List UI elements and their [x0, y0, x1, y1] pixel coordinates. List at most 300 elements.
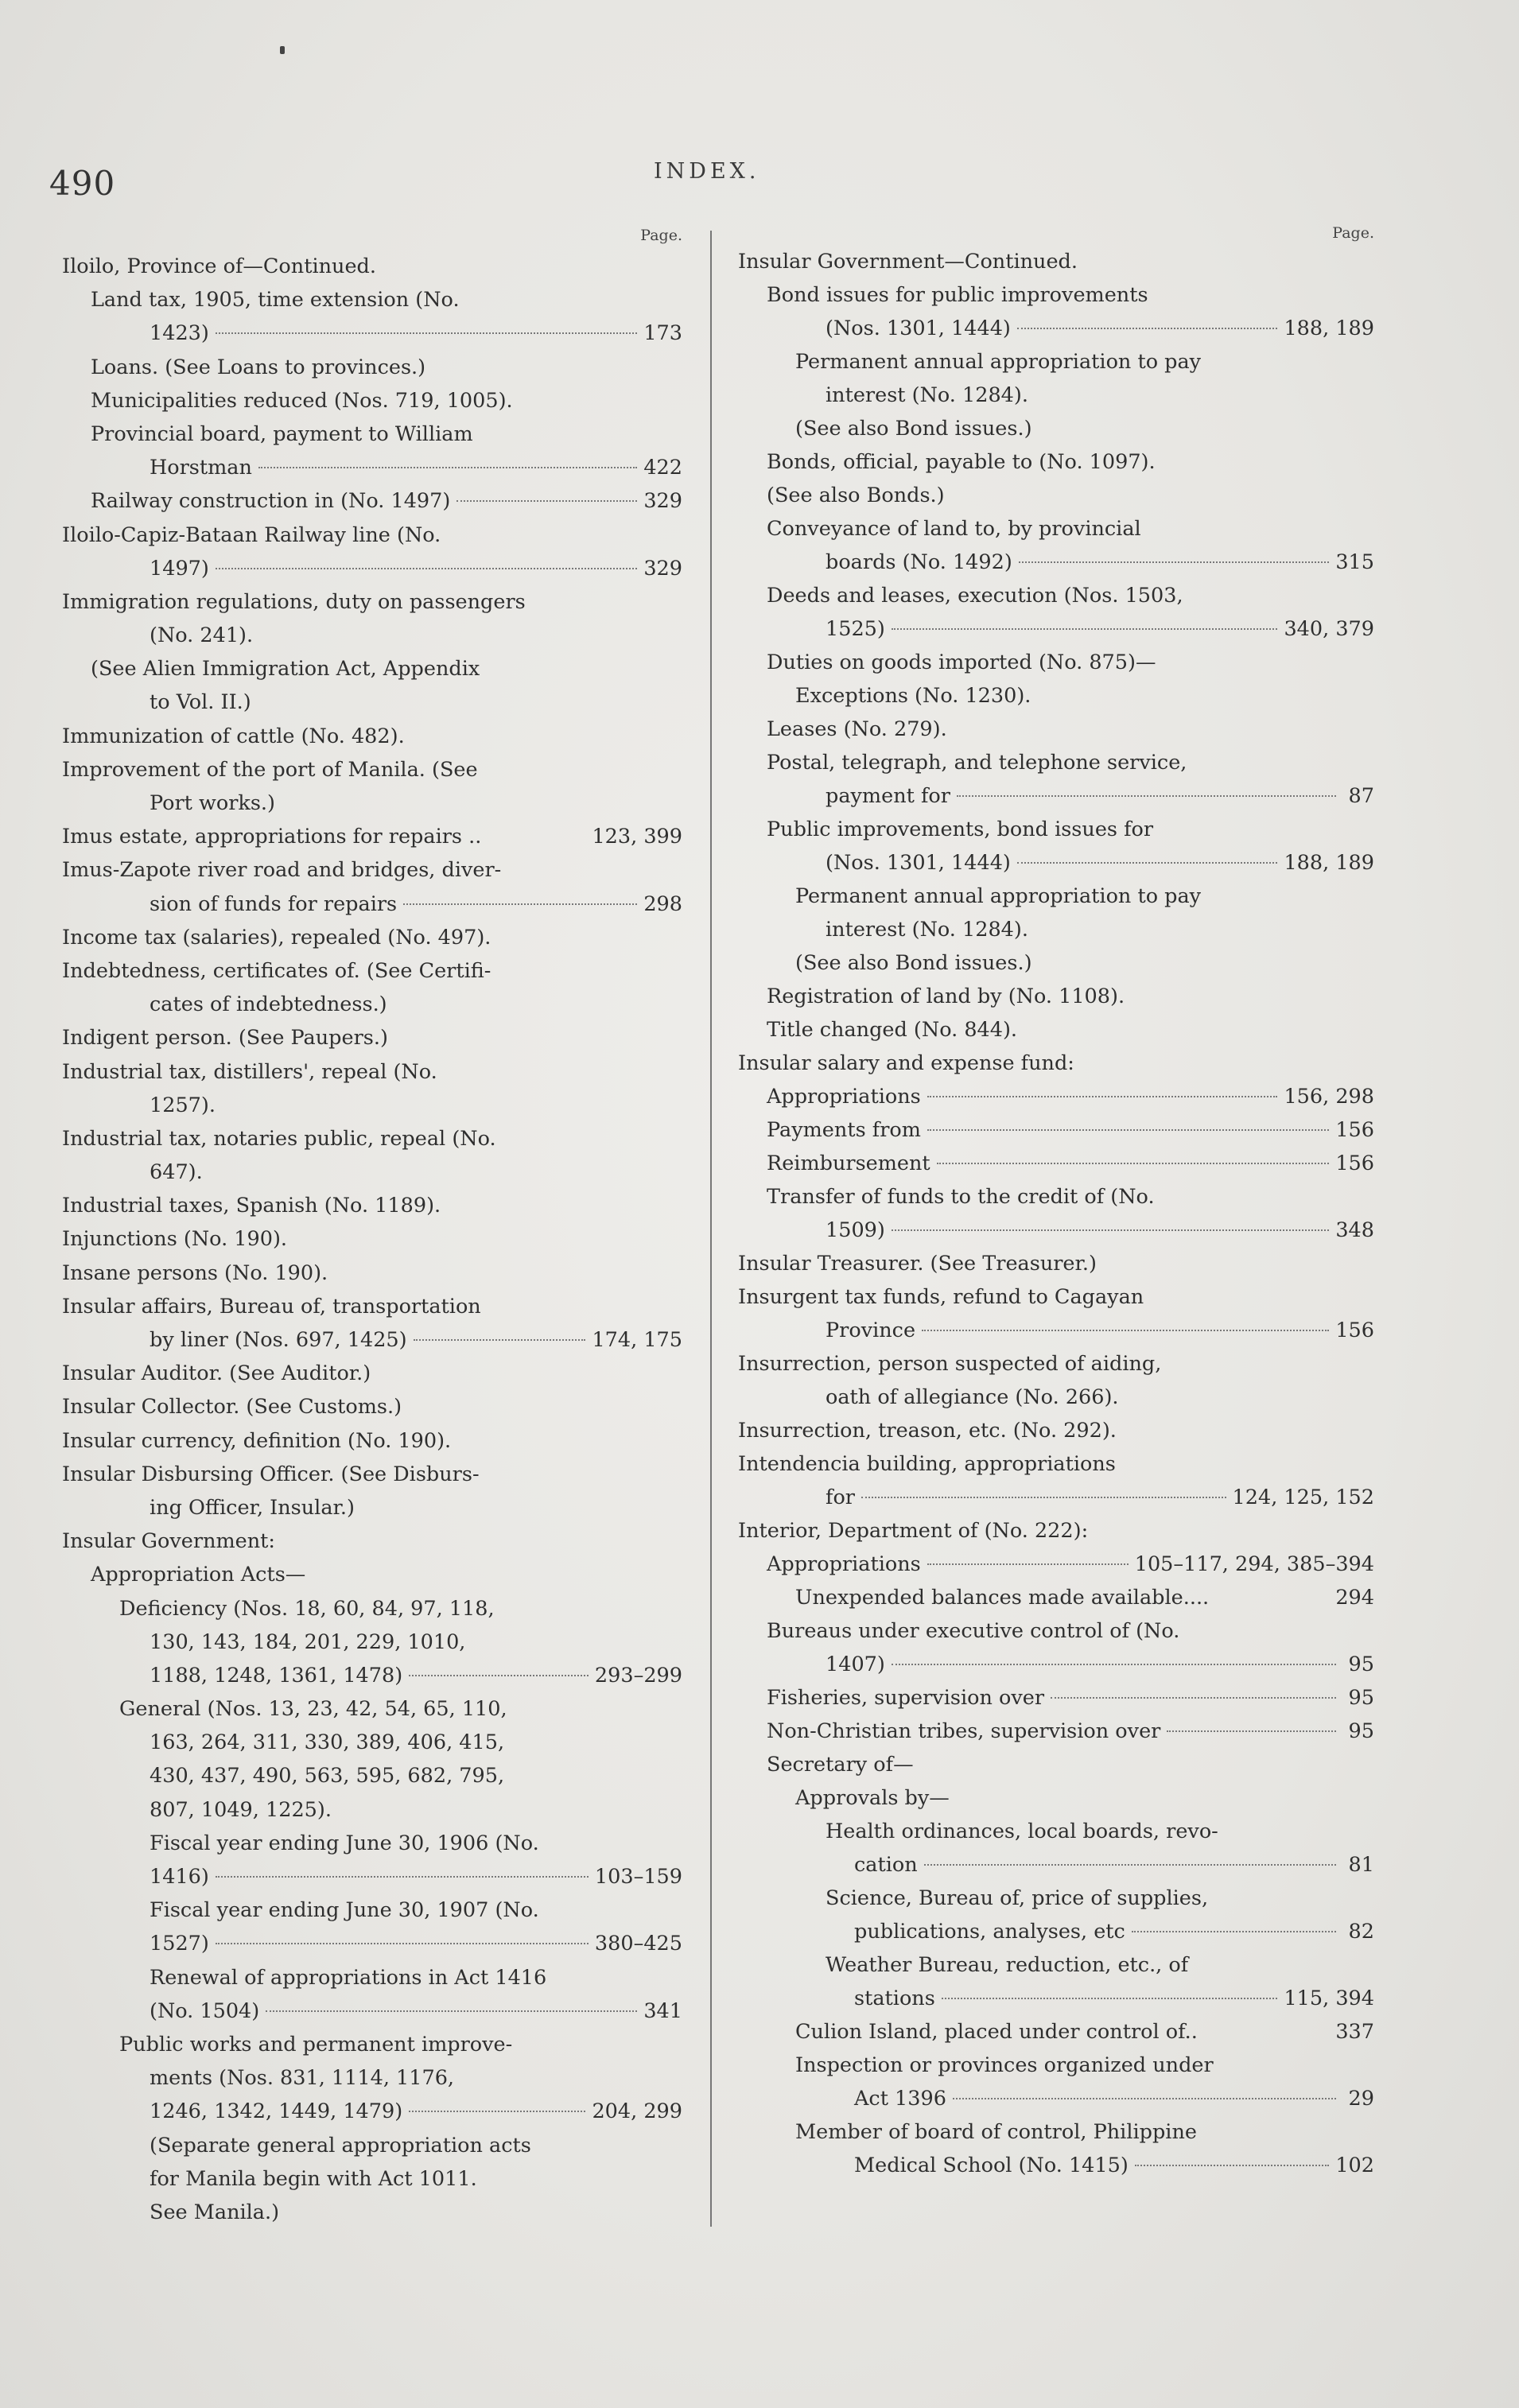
- leader-dots: [1017, 862, 1278, 864]
- entry-text: Insurrection, treason, etc. (No. 292).: [738, 1419, 1117, 1443]
- entry-text: Postal, telegraph, and telephone service,: [767, 751, 1187, 775]
- index-entry: [738, 2115, 1374, 2149]
- entry-text: 130, 143, 184, 201, 229, 1010,: [150, 1629, 466, 1654]
- index-entry: [62, 1927, 682, 1960]
- leader-dots: [1132, 1931, 1336, 1932]
- index-entry: [738, 1080, 1374, 1113]
- index-entry: [738, 612, 1374, 646]
- page-reference: 293–299: [594, 1663, 682, 1688]
- page-reference: 124, 125, 152: [1232, 1486, 1374, 1509]
- entry-text: Insurgent tax funds, refund to Cagayan: [738, 1285, 1144, 1309]
- leader-dots: [892, 1664, 1336, 1665]
- index-entry: [738, 1047, 1374, 1080]
- leader-dots: [216, 568, 637, 569]
- page-reference: 174, 175: [592, 1328, 682, 1352]
- leader-dots: [861, 1497, 1226, 1498]
- page-reference: 156, 298: [1284, 1085, 1374, 1109]
- entry-text: Appropriations: [767, 1552, 921, 1576]
- index-entry: [62, 753, 682, 786]
- index-entry: [738, 1848, 1374, 1882]
- entry-text: 1416): [150, 1865, 209, 1889]
- entry-text: Health ordinances, local boards, revo-: [826, 1820, 1218, 1843]
- entry-text: ing Officer, Insular.): [150, 1495, 355, 1520]
- entry-text: Deficiency (Nos. 18, 60, 84, 97, 118,: [119, 1596, 495, 1621]
- entry-text: Insular Auditor. (See Auditor.): [62, 1361, 371, 1386]
- entry-text: Imus estate, appropriations for repairs ..: [62, 825, 482, 849]
- index-entry: [62, 1726, 682, 1759]
- index-entry: [62, 484, 682, 518]
- index-entry: [738, 913, 1374, 946]
- index-entry: [738, 2082, 1374, 2115]
- index-entry: [738, 1815, 1374, 1848]
- entry-text: Payments from: [767, 1118, 921, 1142]
- index-entry: [62, 1290, 682, 1323]
- index-entry: [738, 1481, 1374, 1514]
- index-entry: [62, 1860, 682, 1893]
- leader-dots: [409, 1675, 589, 1676]
- index-entry: [62, 283, 682, 317]
- page-column-label: Page.: [1332, 224, 1374, 242]
- index-entry: [62, 1625, 682, 1659]
- index-entry: [738, 1781, 1374, 1815]
- leader-dots: [1204, 2031, 1329, 2033]
- entry-text: 647).: [150, 1160, 203, 1185]
- entry-text: Industrial tax, distillers', repeal (No.: [62, 1059, 437, 1084]
- index-entry: [62, 1089, 682, 1122]
- leader-dots: [927, 1129, 1329, 1131]
- index-entry: [62, 786, 682, 820]
- entry-text: 1407): [826, 1653, 885, 1676]
- index-entry: [62, 1323, 682, 1357]
- entry-text: (No. 241).: [150, 623, 254, 648]
- entry-text: Insular Government—Continued.: [738, 250, 1078, 274]
- page-reference: 82: [1348, 1920, 1374, 1944]
- index-entry: [738, 880, 1374, 913]
- index-entry: [62, 351, 682, 384]
- entry-text: stations: [854, 1987, 935, 2010]
- entry-text: Improvement of the port of Manila. (See: [62, 757, 478, 782]
- entry-text: Secretary of—: [767, 1753, 914, 1777]
- index-entry: [738, 1013, 1374, 1047]
- entry-text: Insular affairs, Bureau of, transportation: [62, 1294, 481, 1319]
- leader-dots: [258, 467, 637, 468]
- index-entry: [738, 646, 1374, 679]
- index-entry: [62, 451, 682, 484]
- entry-text: cation: [854, 1853, 918, 1877]
- entry-text: Weather Bureau, reduction, etc., of: [826, 1953, 1189, 1977]
- entry-text: 1188, 1248, 1361, 1478): [150, 1663, 403, 1688]
- entry-text: Culion Island, placed under control of..: [795, 2020, 1198, 2044]
- leader-dots: [456, 500, 637, 502]
- entry-text: Insurrection, person suspected of aiding,: [738, 1352, 1162, 1376]
- index-entry: [62, 652, 682, 686]
- index-entry: [738, 846, 1374, 880]
- index-entry: [738, 1548, 1374, 1581]
- index-entry: [62, 2129, 682, 2162]
- index-entry: [738, 1681, 1374, 1715]
- index-entry: [738, 1347, 1374, 1381]
- index-entry: [738, 1314, 1374, 1347]
- index-entry: [738, 1180, 1374, 1214]
- leader-dots: [488, 836, 585, 837]
- entry-text: (See also Bond issues.): [795, 417, 1032, 441]
- index-entry: [738, 1514, 1374, 1548]
- index-entry: [62, 1390, 682, 1423]
- index-entry: [738, 713, 1374, 746]
- running-head: INDEX.: [654, 159, 760, 184]
- leader-dots: [953, 2098, 1336, 2099]
- page-reference: 315: [1335, 550, 1374, 574]
- entry-text: 1509): [826, 1218, 885, 1242]
- entry-text: Public works and permanent improve-: [119, 2032, 513, 2057]
- page-reference: 348: [1335, 1218, 1374, 1242]
- leader-dots: [937, 1163, 1330, 1164]
- leader-dots: [922, 1330, 1329, 1331]
- entry-text: (Nos. 1301, 1444): [826, 851, 1011, 875]
- page-reference: 29: [1348, 2087, 1374, 2111]
- entry-text: Iloilo, Province of—Continued.: [62, 254, 376, 278]
- index-entry: [62, 1256, 682, 1290]
- entry-text: 430, 437, 490, 563, 595, 682, 795,: [150, 1764, 505, 1789]
- entry-text: (See Alien Immigration Act, Appendix: [91, 657, 480, 682]
- index-entry: [62, 1424, 682, 1458]
- page-reference: 329: [643, 489, 682, 514]
- index-entry: [62, 1524, 682, 1558]
- entry-text: Immigration regulations, duty on passengers: [62, 589, 526, 614]
- entry-text: payment for: [826, 784, 950, 808]
- leader-dots: [216, 332, 637, 334]
- index-entry: [62, 2061, 682, 2095]
- entry-text: General (Nos. 13, 23, 42, 54, 65, 110,: [119, 1697, 507, 1722]
- index-entry: [738, 278, 1374, 312]
- index-entry: [738, 1214, 1374, 1247]
- page-reference: 204, 299: [592, 2099, 682, 2124]
- page-reference: 294: [1335, 1586, 1374, 1610]
- leader-dots: [414, 1339, 586, 1341]
- entry-text: Bond issues for public improvements: [767, 283, 1148, 307]
- index-entry: [738, 546, 1374, 579]
- page-reference: 95: [1348, 1653, 1374, 1676]
- entry-text: (See also Bond issues.): [795, 951, 1032, 975]
- left-index-column: [62, 221, 682, 2229]
- index-entry: [738, 2049, 1374, 2082]
- index-entry: [738, 980, 1374, 1013]
- entry-text: interest (No. 1284).: [826, 918, 1028, 942]
- entry-text: Title changed (No. 844).: [767, 1018, 1018, 1042]
- leader-dots: [942, 1998, 1278, 1999]
- entry-text: by liner (Nos. 697, 1425): [150, 1328, 407, 1352]
- entry-text: ments (Nos. 831, 1114, 1176,: [150, 2066, 455, 2091]
- entry-text: for Manila begin with Act 1011.: [150, 2166, 477, 2191]
- entry-text: Science, Bureau of, price of supplies,: [826, 1886, 1209, 1910]
- entry-text: 163, 264, 311, 330, 389, 406, 415,: [150, 1730, 505, 1755]
- page-reference: 380–425: [594, 1932, 682, 1956]
- page-reference: 337: [1335, 2020, 1374, 2044]
- page-reference: 156: [1335, 1152, 1374, 1175]
- page-reference: 173: [643, 321, 682, 346]
- page-reference: 156: [1335, 1319, 1374, 1342]
- entry-text: Leases (No. 279).: [767, 717, 947, 741]
- index-entry: [62, 1793, 682, 1827]
- index-entry: [62, 1491, 682, 1524]
- page-reference: 95: [1348, 1719, 1374, 1743]
- leader-dots: [892, 628, 1278, 630]
- index-entry: [62, 552, 682, 585]
- leader-dots: [1215, 1597, 1329, 1598]
- index-entry: [62, 2162, 682, 2196]
- entry-text: Non-Christian tribes, supervision over: [767, 1719, 1161, 1743]
- entry-text: sion of funds for repairs: [150, 891, 398, 916]
- index-entry: [62, 988, 682, 1021]
- entry-text: Iloilo-Capiz-Bataan Railway line (No.: [62, 522, 441, 547]
- index-entry: [738, 1915, 1374, 1948]
- entry-text: 807, 1049, 1225).: [150, 1797, 332, 1822]
- index-entry: [62, 2196, 682, 2229]
- right-index-column: [738, 221, 1374, 2182]
- page-number: 490: [49, 164, 116, 203]
- index-entry: [738, 1113, 1374, 1147]
- page-reference: 103–159: [594, 1865, 682, 1889]
- index-entry: [62, 1994, 682, 2028]
- entry-text: Industrial tax, notaries public, repeal (No.: [62, 1126, 496, 1151]
- index-entry: [62, 1357, 682, 1390]
- entry-text: Act 1396: [854, 2087, 946, 2111]
- index-entry: [738, 1648, 1374, 1681]
- entry-text: 1257).: [150, 1093, 216, 1117]
- entry-text: Immunization of cattle (No. 482).: [62, 724, 405, 748]
- entry-text: Member of board of control, Philippine: [795, 2120, 1197, 2144]
- entry-text: Inspection or provinces organized under: [795, 2053, 1214, 2077]
- entry-text: Province: [826, 1319, 916, 1342]
- entry-text: Insular currency, definition (No. 190).: [62, 1428, 452, 1453]
- index-entry: [738, 779, 1374, 813]
- entry-text: Renewal of appropriations in Act 1416: [150, 1965, 547, 1990]
- entry-text: Railway construction in (No. 1497): [91, 489, 451, 514]
- page-reference: 341: [643, 1998, 682, 2023]
- index-entry: [62, 1827, 682, 1860]
- entry-text: 1423): [150, 321, 209, 346]
- entry-text: Imus-Zapote river road and bridges, diver-: [62, 858, 502, 883]
- entry-text: Reimbursement: [767, 1152, 930, 1175]
- page-reference: 298: [643, 891, 682, 916]
- entry-text: Exceptions (No. 1230).: [795, 684, 1031, 708]
- entry-text: Transfer of funds to the credit of (No.: [767, 1185, 1155, 1209]
- entry-text: boards (No. 1492): [826, 550, 1012, 574]
- index-entry: [62, 1055, 682, 1089]
- entry-text: Appropriation Acts—: [91, 1563, 306, 1587]
- page-reference: 81: [1348, 1853, 1374, 1877]
- index-entry: [62, 1893, 682, 1927]
- index-entry: [62, 518, 682, 552]
- leader-dots: [266, 2010, 637, 2012]
- index-entry: [62, 619, 682, 652]
- page-reference: 188, 189: [1284, 317, 1374, 340]
- entry-text: Insular Treasurer. (See Treasurer.): [738, 1252, 1097, 1276]
- index-entry: [62, 585, 682, 619]
- entry-text: Indebtedness, certificates of. (See Certifi-: [62, 958, 491, 983]
- index-entry: [62, 1222, 682, 1256]
- index-entry: [738, 746, 1374, 779]
- entry-text: Registration of land by (No. 1108).: [767, 985, 1125, 1008]
- index-entry: [738, 1982, 1374, 2015]
- leader-dots: [892, 1229, 1329, 1231]
- entry-text: Indigent person. (See Paupers.): [62, 1026, 388, 1051]
- entry-text: Municipalities reduced (Nos. 719, 1005).: [91, 388, 513, 413]
- entry-text: for: [826, 1486, 855, 1509]
- index-entry: [62, 1189, 682, 1222]
- entry-text: to Vol. II.): [150, 690, 251, 715]
- index-entry: [62, 317, 682, 350]
- index-entry: [62, 384, 682, 418]
- page-reference: 188, 189: [1284, 851, 1374, 875]
- index-entry: [738, 1614, 1374, 1648]
- entry-text: Fiscal year ending June 30, 1906 (No.: [150, 1831, 539, 1855]
- index-entry: [62, 1659, 682, 1692]
- index-entry: [738, 1882, 1374, 1915]
- page-column-label: Page.: [640, 227, 682, 244]
- entry-text: Permanent annual appropriation to pay: [795, 350, 1202, 374]
- index-entry: [738, 1447, 1374, 1481]
- entry-text: Duties on goods imported (No. 875)—: [767, 651, 1156, 674]
- index-entry: [738, 946, 1374, 980]
- leader-dots: [216, 1943, 589, 1944]
- index-entry: [738, 345, 1374, 379]
- index-entry: [738, 512, 1374, 546]
- index-entry: [62, 418, 682, 451]
- entry-text: Medical School (No. 1415): [854, 2154, 1129, 2177]
- entry-text: Land tax, 1905, time extension (No.: [91, 288, 460, 313]
- entry-text: oath of allegiance (No. 266).: [826, 1385, 1119, 1409]
- index-entry: [62, 686, 682, 719]
- entry-text: 1497): [150, 556, 209, 581]
- index-entry: [738, 1748, 1374, 1781]
- index-entry: [62, 1592, 682, 1625]
- entry-text: Horstman: [150, 456, 252, 480]
- index-entry: [62, 1558, 682, 1591]
- entry-text: 1246, 1342, 1449, 1479): [150, 2099, 403, 2124]
- entry-text: publications, analyses, etc: [854, 1920, 1125, 1944]
- entry-text: cates of indebtedness.): [150, 992, 387, 1017]
- index-entry: [62, 887, 682, 921]
- index-entry: [62, 1759, 682, 1792]
- entry-text: Fisheries, supervision over: [767, 1686, 1045, 1710]
- page-reference: 87: [1348, 784, 1374, 808]
- index-entry: [738, 2015, 1374, 2049]
- entry-text: Injunctions (No. 190).: [62, 1227, 288, 1252]
- leader-dots: [403, 903, 637, 905]
- entry-text: (Nos. 1301, 1444): [826, 317, 1011, 340]
- entry-text: Intendencia building, appropriations: [738, 1452, 1116, 1476]
- leader-dots: [1017, 328, 1278, 329]
- index-entry: [62, 720, 682, 753]
- leader-dots: [927, 1096, 1278, 1097]
- index-entry: [738, 1247, 1374, 1280]
- page-reference: 422: [643, 456, 682, 480]
- entry-text: Income tax (salaries), repealed (No. 497).: [62, 925, 491, 950]
- entry-text: Approvals by—: [795, 1786, 950, 1810]
- index-entry: [62, 1458, 682, 1491]
- index-entry: [738, 1381, 1374, 1414]
- leader-dots: [957, 795, 1336, 797]
- page-reference: 95: [1348, 1686, 1374, 1710]
- entry-text: (See also Bonds.): [767, 484, 945, 507]
- index-entry: [62, 1961, 682, 1994]
- entry-text: Insular salary and expense fund:: [738, 1051, 1074, 1075]
- index-entry: [738, 1581, 1374, 1614]
- entry-text: Interior, Department of (No. 222):: [738, 1519, 1089, 1543]
- entry-text: Deeds and leases, execution (Nos. 1503,: [767, 584, 1183, 608]
- entry-text: Insane persons (No. 190).: [62, 1260, 328, 1285]
- index-entry: [62, 2095, 682, 2128]
- index-entry: [62, 853, 682, 887]
- index-entry: [738, 245, 1374, 278]
- entry-text: interest (No. 1284).: [826, 383, 1028, 407]
- index-entry: [62, 1155, 682, 1189]
- leader-dots: [924, 1864, 1336, 1866]
- index-entry: [738, 2149, 1374, 2182]
- entry-text: Public improvements, bond issues for: [767, 818, 1154, 841]
- index-entry: [738, 379, 1374, 412]
- index-entry: [738, 445, 1374, 479]
- entry-text: Industrial taxes, Spanish (No. 1189).: [62, 1194, 441, 1218]
- entry-text: (Separate general appropriation acts: [150, 2133, 531, 2157]
- index-entry: [62, 2028, 682, 2061]
- leader-dots: [1167, 1730, 1336, 1732]
- index-entry: [62, 1692, 682, 1726]
- entry-text: Insular Government:: [62, 1529, 276, 1554]
- leader-dots: [1019, 561, 1330, 563]
- entry-text: (No. 1504): [150, 1998, 260, 2023]
- index-entry: [62, 1122, 682, 1155]
- page-reference: 340, 379: [1284, 617, 1374, 641]
- leader-dots: [1135, 2165, 1330, 2166]
- ink-mark: [280, 46, 285, 54]
- index-entry: [738, 312, 1374, 345]
- leader-dots: [216, 1876, 589, 1878]
- leader-dots: [409, 2111, 585, 2112]
- entry-text: Permanent annual appropriation to pay: [795, 884, 1202, 908]
- entry-text: Insular Disbursing Officer. (See Disburs-: [62, 1462, 480, 1486]
- page-reference: 156: [1335, 1118, 1374, 1142]
- entry-text: Port works.): [150, 791, 275, 815]
- page-reference: 102: [1335, 2154, 1374, 2177]
- index-entry: [738, 579, 1374, 612]
- index-entry: [62, 954, 682, 988]
- entry-text: 1525): [826, 617, 885, 641]
- index-entry: [738, 1280, 1374, 1314]
- index-entry: [738, 679, 1374, 713]
- entry-text: Bureaus under executive control of (No.: [767, 1619, 1180, 1643]
- index-entry: [62, 250, 682, 283]
- leader-dots: [927, 1563, 1129, 1565]
- entry-text: Insular Collector. (See Customs.): [62, 1395, 402, 1420]
- entry-text: Fiscal year ending June 30, 1907 (No.: [150, 1898, 539, 1923]
- entry-text: Unexpended balances made available....: [795, 1586, 1210, 1610]
- entry-text: Bonds, official, payable to (No. 1097).: [767, 450, 1156, 474]
- column-divider: [710, 231, 712, 2227]
- entry-text: 1527): [150, 1932, 209, 1956]
- entry-text: Appropriations: [767, 1085, 921, 1109]
- page-reference: 105–117, 294, 385–394: [1134, 1552, 1374, 1576]
- page-reference: 329: [643, 556, 682, 581]
- index-entry: [738, 1414, 1374, 1447]
- page-reference: 115, 394: [1284, 1987, 1374, 2010]
- index-entry: [738, 1715, 1374, 1748]
- entry-text: Provincial board, payment to William: [91, 421, 473, 446]
- leader-dots: [1051, 1697, 1336, 1699]
- entry-text: Conveyance of land to, by provincial: [767, 517, 1141, 541]
- index-entry: [62, 820, 682, 853]
